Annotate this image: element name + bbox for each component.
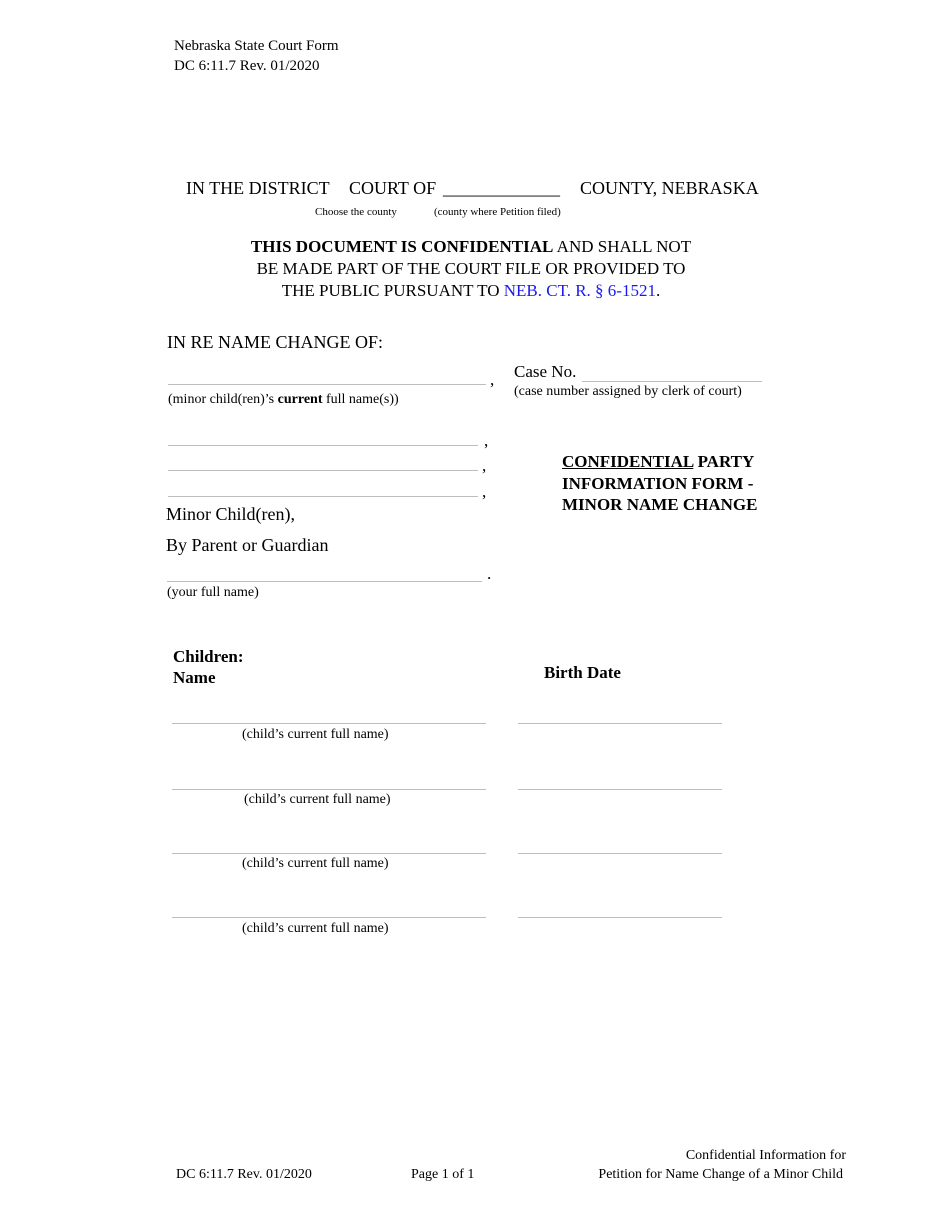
case-number-line: [582, 381, 762, 382]
birth-date-input[interactable]: [518, 706, 722, 722]
confidential-line-3: [0, 280, 942, 301]
court-prefix: IN THE DISTRICT: [186, 178, 330, 198]
child-name-line: [172, 723, 486, 724]
birth-date-line: [518, 917, 722, 918]
birth-date-line: [518, 723, 722, 724]
footer-title-line-2: Petition for Name Change of a Minor Child: [598, 1167, 843, 1182]
case-number-label: Case No.: [514, 362, 577, 381]
minor-name-line-2: [168, 445, 478, 446]
form-title-line-1: [562, 451, 754, 472]
minor-names-hint: [168, 391, 399, 408]
birth-date-heading: Birth Date: [544, 663, 621, 682]
by-parent-label: By Parent or Guardian: [166, 535, 329, 555]
child-name-input[interactable]: [172, 836, 486, 852]
birth-date-line: [518, 853, 722, 854]
confidential-line3-suffix: .: [655, 281, 661, 300]
county-dropdown-hint[interactable]: Choose the county: [315, 206, 397, 218]
child-name-hint: (child’s current full name): [242, 727, 389, 742]
rule-link[interactable]: NEB. CT. R. § 6-1521: [503, 281, 656, 300]
footer-form-number: DC 6:11.7 Rev. 01/2020: [176, 1167, 312, 1182]
confidential-rest: AND SHALL NOT: [553, 237, 692, 256]
form-title-line-3: MINOR NAME CHANGE: [562, 495, 758, 514]
minor-name-line-3: [168, 470, 478, 471]
county-hint: (county where Petition filed): [434, 206, 561, 218]
confidential-bold: THIS DOCUMENT IS CONFIDENTIAL: [250, 237, 554, 256]
county-input[interactable]: [443, 178, 577, 194]
comma-4: ,: [482, 482, 487, 501]
parent-name-input[interactable]: [167, 564, 482, 580]
birth-date-line: [518, 789, 722, 790]
child-name-hint: (child’s current full name): [242, 921, 389, 936]
period: .: [487, 564, 492, 583]
children-heading: Children:: [173, 647, 244, 666]
confidential-line-2: BE MADE PART OF THE COURT FILE OR PROVIDED TO: [256, 259, 686, 278]
birth-date-input[interactable]: [518, 836, 722, 852]
comma: ,: [490, 370, 495, 389]
child-name-input[interactable]: [172, 706, 486, 722]
minor-name-input-2[interactable]: [168, 428, 478, 444]
child-name-hint: (child’s current full name): [244, 792, 391, 807]
minor-hint-prefix: (minor child(ren)’s: [168, 392, 278, 407]
footer-page: Page 1 of 1: [411, 1167, 475, 1182]
birth-date-input[interactable]: [518, 772, 722, 788]
child-name-input[interactable]: [172, 900, 486, 916]
case-number-input[interactable]: [582, 364, 762, 380]
child-name-line: [172, 917, 486, 918]
child-name-hint: (child’s current full name): [242, 856, 389, 871]
confidential-line3-prefix: THE PUBLIC PURSUANT TO: [281, 281, 504, 300]
in-re-label: IN RE NAME CHANGE OF:: [167, 332, 383, 352]
child-name-line: [172, 789, 486, 790]
child-name-line: [172, 853, 486, 854]
form-title-line-2: INFORMATION FORM -: [562, 474, 754, 493]
form-title-line1-rest: PARTY: [693, 452, 755, 471]
confidential-line-1: [0, 236, 942, 257]
minor-hint-suffix: full name(s)): [322, 392, 399, 407]
minor-name-input-3[interactable]: [168, 453, 478, 469]
footer-title-line-1: Confidential Information for: [685, 1148, 846, 1163]
minor-names-line: [168, 384, 486, 385]
minor-hint-bold: current: [277, 392, 323, 407]
name-heading: Name: [173, 668, 216, 687]
court-of: COURT OF: [349, 178, 437, 198]
minor-name-input-4[interactable]: [168, 479, 478, 495]
parent-name-hint: (your full name): [167, 585, 259, 600]
comma-3: ,: [482, 456, 487, 475]
minor-children-label: Minor Child(ren),: [166, 504, 295, 524]
minor-names-input[interactable]: [168, 367, 486, 383]
child-name-input[interactable]: [172, 772, 486, 788]
form-name: Nebraska State Court Form: [174, 38, 339, 54]
form-number: DC 6:11.7 Rev. 01/2020: [174, 58, 320, 74]
minor-name-line-4: [168, 496, 478, 497]
birth-date-input[interactable]: [518, 900, 722, 916]
form-title-underlined: CONFIDENTIAL: [562, 452, 694, 471]
parent-name-line: [167, 581, 482, 582]
court-suffix: COUNTY, NEBRASKA: [580, 178, 759, 198]
county-blank: _____________: [443, 178, 560, 198]
comma-2: ,: [484, 431, 489, 450]
case-number-hint: (case number assigned by clerk of court): [514, 384, 742, 399]
